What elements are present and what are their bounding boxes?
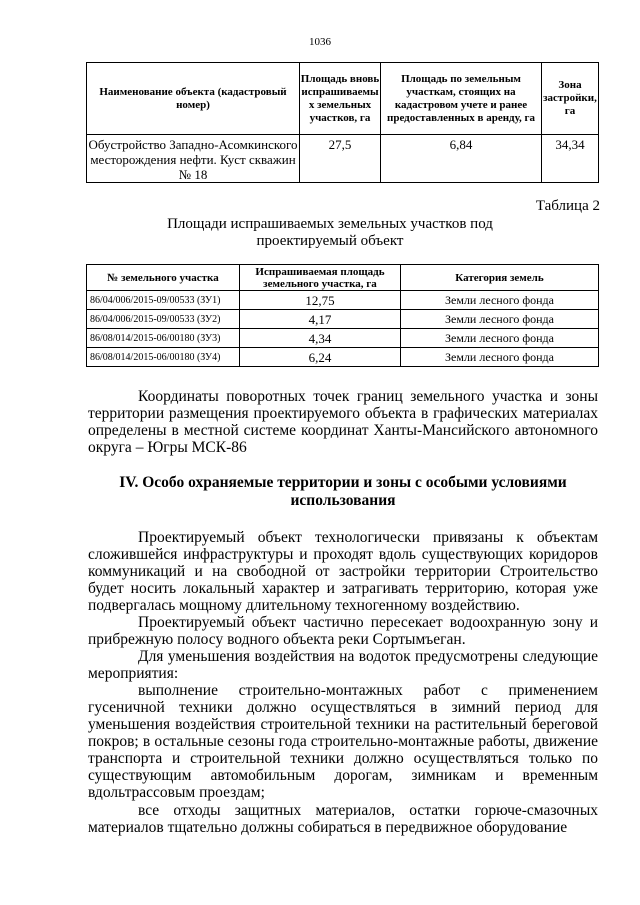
cell-plot-number: 86/08/014/2015-06/00180 (ЗУ3) xyxy=(87,329,240,348)
cell-requested-area: 4,34 xyxy=(240,329,401,348)
table-row xyxy=(87,310,599,329)
paragraph: Проектируемый объект технологически привязаны к объектам сложившейся инфраструктуры и проходят вдоль существующих коридоров коммуникаций и на свободной от застройки территории Строительство будет носить локальный характер и затрагивать территорию, которая уже подвергалась мощному длительному техногенному воздействию. xyxy=(88,529,598,614)
paragraph-coordinates: Координаты поворотных точек границ земельного участка и зоны территории размещения проектируемого объекта в графических материалах определены в местной системе координат Ханты-Мансийского автономного округа – Югры МСК-86 xyxy=(88,388,598,456)
page-number: 1036 xyxy=(309,36,331,48)
paragraph: выполнение строительно-монтажных работ с применением гусеничной техники должно осуществляться в зимний период для уменьшения воздействия строительной техники на растительный береговой покров; в остальные сезоны года строительно-монтажные работы, движение транспорта и строительной техники должно осуществляться только по существующим автомобильным дорогам, зимникам и временным вдольтрассовым проездам; xyxy=(88,682,598,801)
header-requested-area: Испрашиваемая площадь земельного участка, га xyxy=(240,265,401,291)
table-row xyxy=(87,348,599,367)
header-object-name: Наименование объекта (кадастровый номер) xyxy=(87,63,300,135)
table-row xyxy=(87,135,599,183)
cell-plot-number: 86/04/006/2015-09/00533 (ЗУ1) xyxy=(87,291,240,310)
cell-requested-area: 12,75 xyxy=(240,291,401,310)
table-row xyxy=(87,291,599,310)
header-registered-area: Площадь по земельным участкам, стоящих на кадастровом учете и ранее предоставленных в аренду, га xyxy=(381,63,542,135)
cell-plot-number: 86/08/014/2015-06/00180 (ЗУ4) xyxy=(87,348,240,367)
cell-plot-number: 86/04/006/2015-09/00533 (ЗУ2) xyxy=(87,310,240,329)
table-header-row xyxy=(87,63,599,135)
cell-land-category: Земли лесного фонда xyxy=(401,310,599,329)
header-new-area: Площадь вновь испрашиваемы х земельных участков, га xyxy=(300,63,381,135)
header-plot-number: № земельного участка xyxy=(87,265,240,291)
paragraph: Проектируемый объект частично пересекает водоохранную зону и прибрежную полосу водного объекта реки Сортымъеган. xyxy=(88,614,598,648)
cell-land-category: Земли лесного фонда xyxy=(401,329,599,348)
table-row xyxy=(87,329,599,348)
cell-building-zone: 34,34 xyxy=(542,135,599,183)
table2-title: Площади испрашиваемых земельных участков под проектируемый объект xyxy=(167,216,493,249)
table-land-summary xyxy=(86,62,599,183)
table-plots xyxy=(86,264,599,367)
cell-registered-area: 6,84 xyxy=(381,135,542,183)
paragraph: все отходы защитных материалов, остатки горюче-смазочных материалов тщательно должны собираться в передвижное оборудование xyxy=(88,802,598,836)
cell-land-category: Земли лесного фонда xyxy=(401,348,599,367)
section-heading: IV. Особо охраняемые территории и зоны с особыми условиями использования xyxy=(119,474,567,509)
header-building-zone: Зона застройки, га xyxy=(542,63,599,135)
cell-requested-area: 4,17 xyxy=(240,310,401,329)
cell-requested-area: 6,24 xyxy=(240,348,401,367)
table2-caption: Таблица 2 xyxy=(535,198,600,214)
table-header-row xyxy=(87,265,599,291)
header-land-category: Категория земель xyxy=(401,265,599,291)
cell-object-name: Обустройство Западно-Асомкинского месторождения нефти. Куст скважин № 18 xyxy=(87,135,300,183)
cell-land-category: Земли лесного фонда xyxy=(401,291,599,310)
paragraph: Для уменьшения воздействия на водоток предусмотрены следующие мероприятия: xyxy=(88,648,598,682)
cell-new-area: 27,5 xyxy=(300,135,381,183)
